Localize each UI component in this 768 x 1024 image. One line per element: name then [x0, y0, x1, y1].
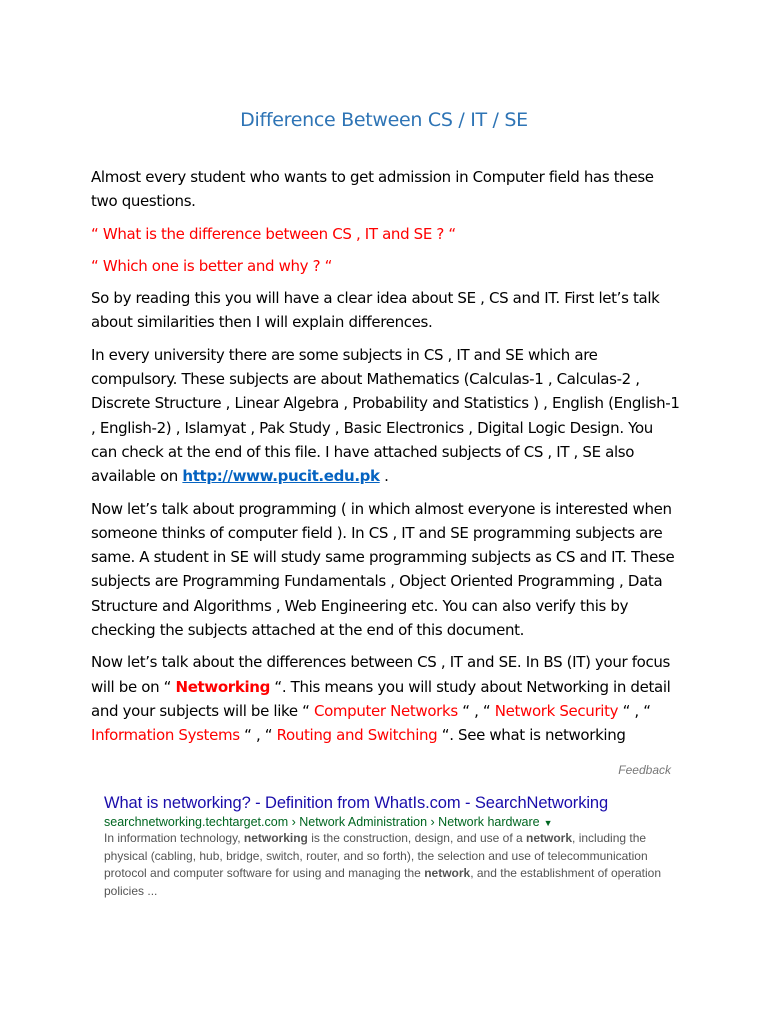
description-bold-2: network — [526, 831, 573, 845]
document-title: Difference Between CS / IT / SE — [240, 109, 528, 131]
networking-highlight: Networking — [175, 677, 270, 696]
routing-switching-highlight: Routing and Switching — [276, 726, 438, 745]
intro-paragraph: Almost every student who wants to get admission in Computer field has these two questions. — [91, 168, 654, 211]
search-result-url — [104, 815, 664, 829]
description-text-1: In information technology, — [104, 831, 244, 845]
description-text-3: , including the physical (cabling, hub, bridge, switch, router, and so forth), the selection and use of telecommunication protocol and computer software for using and managing the — [104, 831, 648, 880]
programming-paragraph: Now let’s talk about programming ( in which almost everyone is interested when someone thinks of computer field ). In CS , IT and SE programming subjects are same. A student in SE will study same programming subjects as CS and IT. These subjects are Programming Fundamentals , Object Oriented Programming , Data Structure and Algorithms , Web Engineering etc. You can also verify this by checking the subjects attached at the end of this document. — [91, 499, 675, 640]
differences-text-5: “ , “ — [239, 726, 277, 745]
pucit-link[interactable]: http://www.pucit.edu.pk — [182, 467, 380, 486]
compulsory-subjects-paragraph — [91, 343, 681, 489]
description-text-2: is the construction, design, and use of a — [307, 831, 527, 845]
search-result-title-link[interactable]: What is networking? - Definition from WhatIs.com - SearchNetworking — [104, 794, 609, 812]
network-security-highlight: Network Security — [494, 701, 619, 720]
search-result-url-text: searchnetworking.techtarget.com › Network Administration › Network hardware — [104, 815, 540, 829]
differences-text-4: “ , “ — [618, 701, 651, 720]
information-systems-highlight: Information Systems — [91, 726, 240, 745]
description-bold-1: networking — [243, 831, 308, 845]
differences-text-2: “. This means you will study about Networking in detail and your subjects will be like “ — [91, 677, 671, 720]
search-result-snippet — [104, 794, 664, 900]
differences-text-6: “. See what is networking — [437, 726, 626, 745]
dropdown-caret-icon[interactable]: ▼ — [543, 817, 553, 828]
description-text-4: , and the establishment of operation policies ... — [104, 866, 662, 898]
question-one: “ What is the difference between CS , IT and SE ? “ — [91, 224, 456, 243]
similarities-intro-paragraph: So by reading this you will have a clear idea about SE , CS and IT. First let’s talk about similarities then I will explain differences. — [91, 289, 660, 332]
differences-text-3: “ , “ — [457, 701, 495, 720]
search-result-description — [104, 830, 664, 900]
differences-paragraph — [91, 650, 681, 747]
description-bold-3: network — [424, 866, 471, 880]
compulsory-subjects-text: In every university there are some subjects in CS , IT and SE which are compulsory. These subjects are about Mathematics (Calculas-1 , Calculas-2 , Discrete Structure , Linear Algebra , Probability and Statistics ) , English (English-1 , English-2) , Islamyat , Pak Study , Basic Electronics , Digital Logic Design. You can check at the end of this file. I have attached subjects of CS , IT , SE also available on — [91, 345, 680, 486]
feedback-link[interactable]: Feedback — [618, 763, 671, 777]
question-two: “ Which one is better and why ? “ — [91, 256, 333, 275]
document-body — [91, 165, 681, 756]
computer-networks-highlight: Computer Networks — [313, 701, 458, 720]
differences-text-1: Now let’s talk about the differences between CS , IT and SE. In BS (IT) your focus will be on “ — [91, 653, 671, 696]
compulsory-subjects-tail: . — [379, 467, 389, 486]
